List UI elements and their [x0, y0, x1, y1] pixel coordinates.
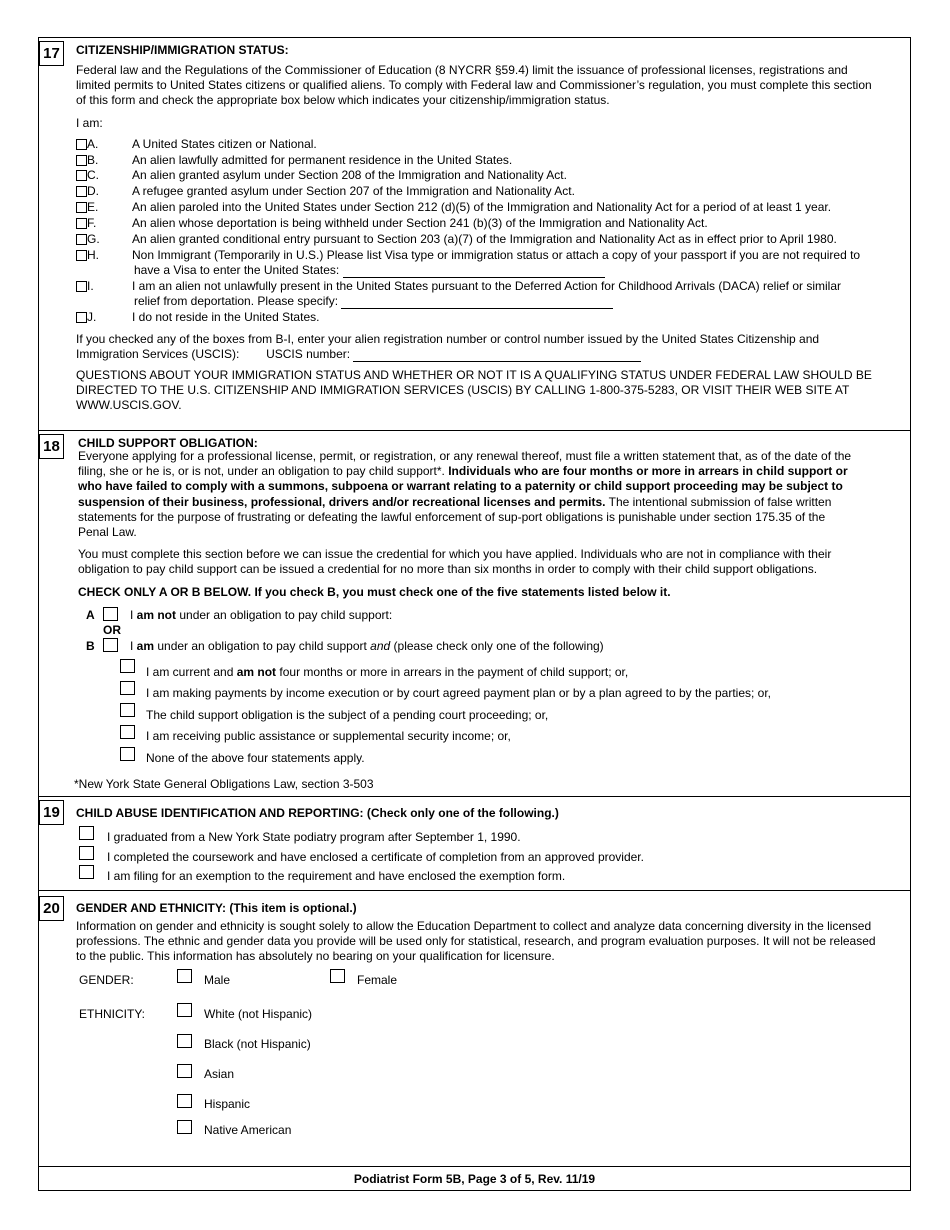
- section-intro: Information on gender and ethnicity is sought solely to allow the Education Department to collect and analyze data concerning diversity in the licensed professions. The ethnic and gender data you provide will be used only for statistical, research, and program evaluation purposes. It will not be released to the public. This information has absolutely no bearing on your qualification for licensure.: [76, 919, 876, 964]
- checkbox[interactable]: [76, 281, 87, 292]
- statement-1-checkbox[interactable]: [120, 659, 135, 673]
- option-text: A United States citizen or National.: [132, 137, 317, 151]
- ethnicity-black-checkbox[interactable]: [177, 1034, 192, 1048]
- ethnicity-hispanic-label: Hispanic: [204, 1097, 251, 1111]
- compliance-note: You must complete this section before we can issue the credential for which you have applied. Individuals who are not in compliance with their obligation to pay child support can be issued a credential for no more than six months in order to comply with their child support obligations.: [78, 547, 832, 577]
- section-title: CHILD ABUSE IDENTIFICATION AND REPORTING: (Check only one of the following.): [76, 806, 559, 820]
- option-letter: G.: [87, 232, 100, 247]
- option-text: An alien granted asylum under Section 208 of the Immigration and Nationality Act.: [132, 168, 567, 182]
- option-text-cont: have a Visa to enter the United States:: [134, 263, 340, 277]
- status-option-g[interactable]: [76, 232, 837, 247]
- option-letter: F.: [87, 216, 97, 231]
- ethnicity-asian-checkbox[interactable]: [177, 1064, 192, 1078]
- footnote: *New York State General Obligations Law, section 3-503: [74, 777, 374, 791]
- option-b-letter: B: [86, 639, 95, 653]
- daca-specify-row: [134, 294, 613, 309]
- status-option-f[interactable]: [76, 216, 708, 231]
- section-20: [39, 891, 910, 1167]
- ethnicity-white-label: White (not Hispanic): [204, 1007, 313, 1021]
- status-option-h[interactable]: [76, 248, 860, 263]
- section-title: GENDER AND ETHNICITY: (This item is optional.): [76, 901, 357, 915]
- option-a-checkbox[interactable]: [103, 607, 118, 621]
- section-19: [39, 797, 910, 891]
- statement-3-text: The child support obligation is the subject of a pending court proceeding; or,: [146, 708, 549, 722]
- option-letter: A.: [87, 137, 99, 152]
- ethnicity-native-american-label: Native American: [204, 1123, 292, 1137]
- checkbox[interactable]: [76, 139, 87, 150]
- checkbox[interactable]: [76, 170, 87, 181]
- option-text: An alien lawfully admitted for permanent residence in the United States.: [132, 153, 513, 167]
- statement-2-text: I am making payments by income execution or by court agreed payment plan or by a plan agreed to by the parties; or,: [146, 686, 772, 700]
- section-number: 17: [39, 41, 64, 66]
- status-option-d[interactable]: [76, 184, 575, 199]
- statement-5-checkbox[interactable]: [120, 747, 135, 761]
- option-letter: H.: [87, 248, 99, 263]
- option-text: Non Immigrant (Temporarily in U.S.) Please list Visa type or immigration status or attach a copy of your passport if you are not required to: [132, 248, 861, 262]
- ethnicity-asian-label: Asian: [204, 1067, 235, 1081]
- visa-type-field[interactable]: [343, 266, 605, 278]
- abuse-option-3-text: I am filing for an exemption to the requirement and have enclosed the exemption form.: [107, 869, 566, 883]
- option-text: I am an alien not unlawfully present in the United States pursuant to the Deferred Action for Childhood Arrivals (DACA) relief or similar: [132, 279, 842, 293]
- option-text: A refugee granted asylum under Section 207 of the Immigration and Nationality Act.: [132, 184, 575, 198]
- form-footer: [39, 1167, 910, 1191]
- checkbox[interactable]: [76, 250, 87, 261]
- checkbox[interactable]: [76, 312, 87, 323]
- section-title: CITIZENSHIP/IMMIGRATION STATUS:: [76, 43, 289, 57]
- statement-5-text: None of the above four statements apply.: [146, 751, 365, 765]
- visa-type-row: [134, 263, 605, 278]
- footer-text: Podiatrist Form 5B, Page 3 of 5, Rev. 11/19: [353, 1172, 596, 1186]
- abuse-option-3-checkbox[interactable]: [79, 865, 94, 879]
- uscis-number-field[interactable]: [353, 350, 641, 362]
- ethnicity-white-checkbox[interactable]: [177, 1003, 192, 1017]
- uscis-number-label: USCIS number:: [266, 347, 351, 361]
- option-letter: C.: [87, 168, 99, 183]
- option-text: I do not reside in the United States.: [132, 310, 320, 324]
- section-number: 19: [39, 800, 64, 825]
- option-b-checkbox[interactable]: [103, 638, 118, 652]
- option-a-text: I am not under an obligation to pay child support:: [130, 608, 393, 622]
- checkbox[interactable]: [76, 202, 87, 213]
- uscis-row: [76, 347, 641, 362]
- status-option-e[interactable]: [76, 200, 831, 215]
- statement-3-checkbox[interactable]: [120, 703, 135, 717]
- statement-4-checkbox[interactable]: [120, 725, 135, 739]
- option-text: An alien granted conditional entry pursuant to Section 203 (a)(7) of the Immigration and Nationality Act as in effect prior to April 1980.: [132, 232, 837, 246]
- or-label: OR: [103, 623, 121, 637]
- status-option-c[interactable]: [76, 168, 567, 183]
- abuse-option-2-checkbox[interactable]: [79, 846, 94, 860]
- section-18: [39, 431, 910, 797]
- option-text: An alien whose deportation is being withheld under Section 241 (b)(3) of the Immigration and Nationality Act.: [132, 216, 708, 230]
- option-letter: E.: [87, 200, 99, 215]
- i-am-label: I am:: [76, 116, 103, 130]
- check-only-instruction: CHECK ONLY A OR B BELOW. If you check B, you must check one of the five statements listed below it.: [78, 585, 671, 599]
- status-option-a[interactable]: [76, 137, 317, 152]
- option-b-text: I am under an obligation to pay child support and (please check only one of the following): [130, 639, 604, 653]
- section-intro: Federal law and the Regulations of the Commissioner of Education (8 NYCRR §59.4) limit the issuance of professional licenses, registrations and limited permits to United States citizens or qualified aliens. To comply with Federal law and Commissioner’s regulation, you must complete this section of this form and check the appropriate box below which indicates your citizenship/immigration status.: [76, 63, 872, 108]
- option-letter: J.: [87, 310, 97, 325]
- checkbox[interactable]: [76, 218, 87, 229]
- checkbox[interactable]: [76, 234, 87, 245]
- option-letter: B.: [87, 153, 99, 168]
- abuse-option-1-text: I graduated from a New York State podiatry program after September 1, 1990.: [107, 830, 521, 844]
- section-number: 20: [39, 896, 64, 921]
- abuse-option-2-text: I completed the coursework and have enclosed a certificate of completion from an approved provider.: [107, 850, 644, 864]
- ethnicity-black-label: Black (not Hispanic): [204, 1037, 311, 1051]
- uscis-instruction-cont: Immigration Services (USCIS):: [76, 347, 240, 361]
- option-text: An alien paroled into the United States under Section 212 (d)(5) of the Immigration and Nationality Act for a period of at least 1 year.: [132, 200, 832, 214]
- uscis-questions: QUESTIONS ABOUT YOUR IMMIGRATION STATUS AND WHETHER OR NOT IT IS A QUALIFYING STATUS UNDER FEDERAL LAW SHOULD BE DIRECTED TO THE U.S. CITIZENSHIP AND IMMIGRATION SERVICES (USCIS) BY CALLING 1-800-375-5283, OR VISIT THEIR WEB SITE AT WWW.USCIS.GOV.: [76, 368, 872, 413]
- ethnicity-native-american-checkbox[interactable]: [177, 1120, 192, 1134]
- statement-4-text: I am receiving public assistance or supplemental security income; or,: [146, 729, 511, 743]
- gender-label: GENDER:: [79, 973, 134, 987]
- status-option-j[interactable]: [76, 310, 319, 325]
- option-letter: I.: [87, 279, 94, 294]
- section-number: 18: [39, 434, 64, 459]
- gender-male-checkbox[interactable]: [177, 969, 192, 983]
- section-title: CHILD SUPPORT OBLIGATION:: [78, 436, 258, 450]
- checkbox[interactable]: [76, 155, 87, 166]
- ethnicity-label: ETHNICITY:: [79, 1007, 146, 1021]
- statement-1-text: I am current and am not four months or more in arrears in the payment of child support; or,: [146, 665, 629, 679]
- checkbox[interactable]: [76, 186, 87, 197]
- status-option-i[interactable]: [76, 279, 841, 294]
- statement-2-checkbox[interactable]: [120, 681, 135, 695]
- option-a-letter: A: [86, 608, 95, 622]
- gender-male-label: Male: [204, 973, 231, 987]
- uscis-instruction: If you checked any of the boxes from B-I, enter your alien registration number or control number issued by the United States Citizenship and: [76, 332, 820, 346]
- form-page: [38, 37, 911, 1191]
- option-letter: D.: [87, 184, 99, 199]
- section-17: [39, 38, 910, 431]
- gender-female-checkbox[interactable]: [330, 969, 345, 983]
- abuse-option-1-checkbox[interactable]: [79, 826, 94, 840]
- child-support-statement: Everyone applying for a professional license, permit, or registration, or any renewal thereof, must file a written statement that, as of the date of the filing, she or he is, or is not, under an obligation to pay child support*. Individuals who are four months or more in arrears in child support or who have failed to comply with a summons, subpoena or warrant relating to a paternity or child support proceeding may be subject to suspension of their business, professional, drivers and/or recreational licenses and permits. The intentional submission of false written statements for the purpose of frustrating or defeating the lawful enforcement of sup-port obligations is punishable under section 175.35 of the Penal Law.: [78, 449, 852, 540]
- ethnicity-hispanic-checkbox[interactable]: [177, 1094, 192, 1108]
- option-text-cont: relief from deportation. Please specify:: [134, 294, 339, 308]
- gender-female-label: Female: [357, 973, 398, 987]
- status-option-b[interactable]: [76, 153, 512, 168]
- daca-specify-field[interactable]: [341, 297, 613, 309]
